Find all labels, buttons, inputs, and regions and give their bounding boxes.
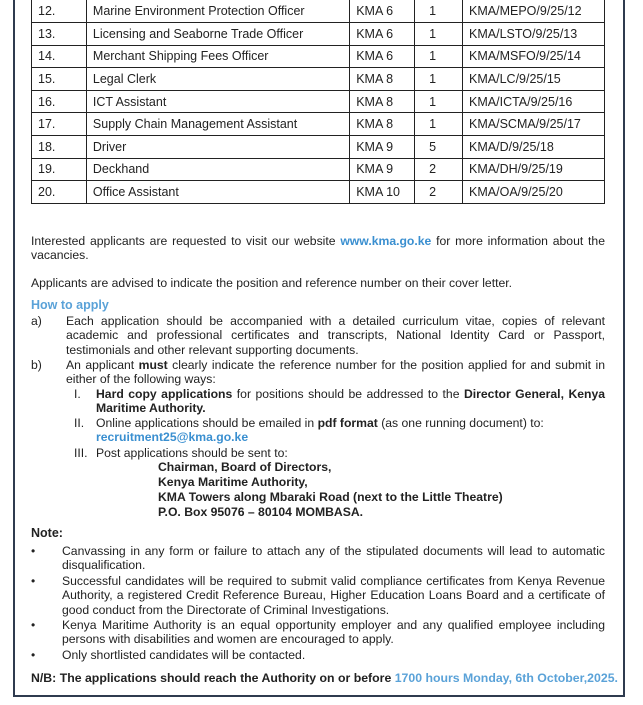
grade: KMA 6 (350, 0, 415, 23)
position-title: Legal Clerk (86, 68, 349, 91)
option-ii-text (96, 416, 605, 445)
table-row (32, 181, 605, 204)
posts-count: 1 (415, 0, 463, 23)
position-title: Office Assistant (86, 181, 349, 204)
option-i-text (96, 387, 605, 416)
row-number: 15. (32, 68, 87, 91)
posts-count: 1 (415, 45, 463, 68)
bullet-icon: • (31, 544, 36, 558)
item-a-text: Each application should be accompanied with a detailed curriculum vitae, copies of relevant academic and professional certificates and transcripts, National Identity Card or Passport, testimonials and other relevant supporting documents. (66, 314, 605, 357)
table-row (32, 136, 605, 159)
reference-number: KMA/D/9/25/18 (463, 136, 605, 159)
option-ii-post: (as one running document) to: (377, 416, 544, 430)
posts-count: 1 (415, 113, 463, 136)
position-title: Licensing and Seaborne Trade Officer (86, 23, 349, 46)
address-line: Chairman, Board of Directors, (158, 460, 332, 474)
option-ii-pre: Online applications should be emailed in (96, 416, 318, 430)
table-row (32, 45, 605, 68)
note-item: Successful candidates will be required to submit valid compliance certificates from Kenya Revenue Authority, a registered Credit Reference Bureau, Higher Education Loans Board and a certificate of good conduct from the Directorate of Criminal Investigations. (62, 574, 605, 617)
note-item: Canvassing in any form or failure to attach any of the stipulated documents will lead to automatic disqualification. (62, 544, 605, 573)
address-line: KMA Towers along Mbaraki Road (next to the Little Theatre) (158, 490, 503, 504)
position-title: Supply Chain Management Assistant (86, 113, 349, 136)
posts-count: 1 (415, 90, 463, 113)
vacancy-table (31, 0, 605, 204)
row-number: 19. (32, 158, 87, 181)
option-iii-label: III. (74, 446, 88, 460)
postal-address (158, 460, 503, 520)
address-line: P.O. Box 95076 – 80104 MOMBASA. (158, 505, 364, 519)
bullet-icon: • (31, 618, 36, 632)
bullet-icon: • (31, 574, 36, 588)
item-b-post: clearly indicate the reference number for the position applied for and submit in either of the following ways: (66, 358, 606, 387)
deadline-notice (31, 671, 618, 685)
grade: KMA 10 (350, 181, 415, 204)
hard-copy-label: Hard copy applications (96, 387, 233, 401)
reference-number: KMA/MEPO/9/25/12 (463, 0, 605, 23)
reference-number: KMA/SCMA/9/25/17 (463, 113, 605, 136)
reference-number: KMA/LSTO/9/25/13 (463, 23, 605, 46)
address-line: Kenya Maritime Authority, (158, 475, 308, 489)
table-row (32, 68, 605, 91)
item-b-pre: An applicant (66, 358, 139, 372)
website-paragraph (31, 234, 605, 263)
item-b-must: must (138, 358, 168, 372)
table-row (32, 158, 605, 181)
position-title: Deckhand (86, 158, 349, 181)
deadline-date: 1700 hours Monday, 6th October,2025. (394, 671, 618, 685)
position-title: Merchant Shipping Fees Officer (86, 45, 349, 68)
how-to-apply-heading: How to apply (31, 298, 109, 312)
row-number: 16. (32, 90, 87, 113)
recruitment-email-link[interactable]: recruitment25@kma.go.ke (96, 430, 249, 445)
row-number: 18. (32, 136, 87, 159)
posts-count: 2 (415, 181, 463, 204)
addressee: Director General, Kenya Maritime Authority. (96, 387, 606, 416)
reference-number: KMA/LC/9/25/15 (463, 68, 605, 91)
item-b-text (66, 358, 605, 387)
row-number: 17. (32, 113, 87, 136)
grade: KMA 8 (350, 90, 415, 113)
pdf-format-label: pdf format (317, 416, 378, 430)
option-i-mid: for positions should be addressed to the (232, 387, 464, 401)
note-heading: Note: (31, 526, 63, 540)
website-link[interactable]: www.kma.go.ke (340, 234, 432, 248)
position-title: ICT Assistant (86, 90, 349, 113)
reference-number: KMA/OA/9/25/20 (463, 181, 605, 204)
table-row (32, 90, 605, 113)
website-text-pre: Interested applicants are requested to visit our website (31, 234, 341, 248)
grade: KMA 6 (350, 45, 415, 68)
website-text-post: for more information about the vacancies. (31, 234, 605, 263)
reference-number: KMA/DH/9/25/19 (463, 158, 605, 181)
position-title: Driver (86, 136, 349, 159)
reference-number: KMA/ICTA/9/25/16 (463, 90, 605, 113)
grade: KMA 9 (350, 158, 415, 181)
option-iii-text: Post applications should be sent to: (96, 446, 288, 460)
row-number: 13. (32, 23, 87, 46)
note-item: Kenya Maritime Authority is an equal opportunity employer and any qualified employee including persons with disabilities and women are encouraged to apply. (62, 618, 605, 647)
item-a-label: a) (31, 314, 42, 328)
table-row (32, 113, 605, 136)
row-number: 12. (32, 0, 87, 23)
table-row (32, 0, 605, 23)
row-number: 20. (32, 181, 87, 204)
grade: KMA 6 (350, 23, 415, 46)
posts-count: 1 (415, 23, 463, 46)
posts-count: 5 (415, 136, 463, 159)
grade: KMA 8 (350, 68, 415, 91)
posts-count: 2 (415, 158, 463, 181)
grade: KMA 8 (350, 113, 415, 136)
deadline-text: N/B: The applications should reach the Authority on or before (31, 671, 395, 685)
posts-count: 1 (415, 68, 463, 91)
row-number: 14. (32, 45, 87, 68)
position-title: Marine Environment Protection Officer (86, 0, 349, 23)
item-b-label: b) (31, 358, 42, 372)
note-item: Only shortlisted candidates will be contacted. (62, 648, 306, 662)
cover-letter-advice: Applicants are advised to indicate the position and reference number on their cover letter. (31, 276, 513, 290)
bullet-icon: • (31, 648, 36, 662)
option-ii-label: II. (74, 416, 85, 430)
table-row (32, 23, 605, 46)
reference-number: KMA/MSFO/9/25/14 (463, 45, 605, 68)
option-i-label: I. (74, 387, 81, 401)
grade: KMA 9 (350, 136, 415, 159)
